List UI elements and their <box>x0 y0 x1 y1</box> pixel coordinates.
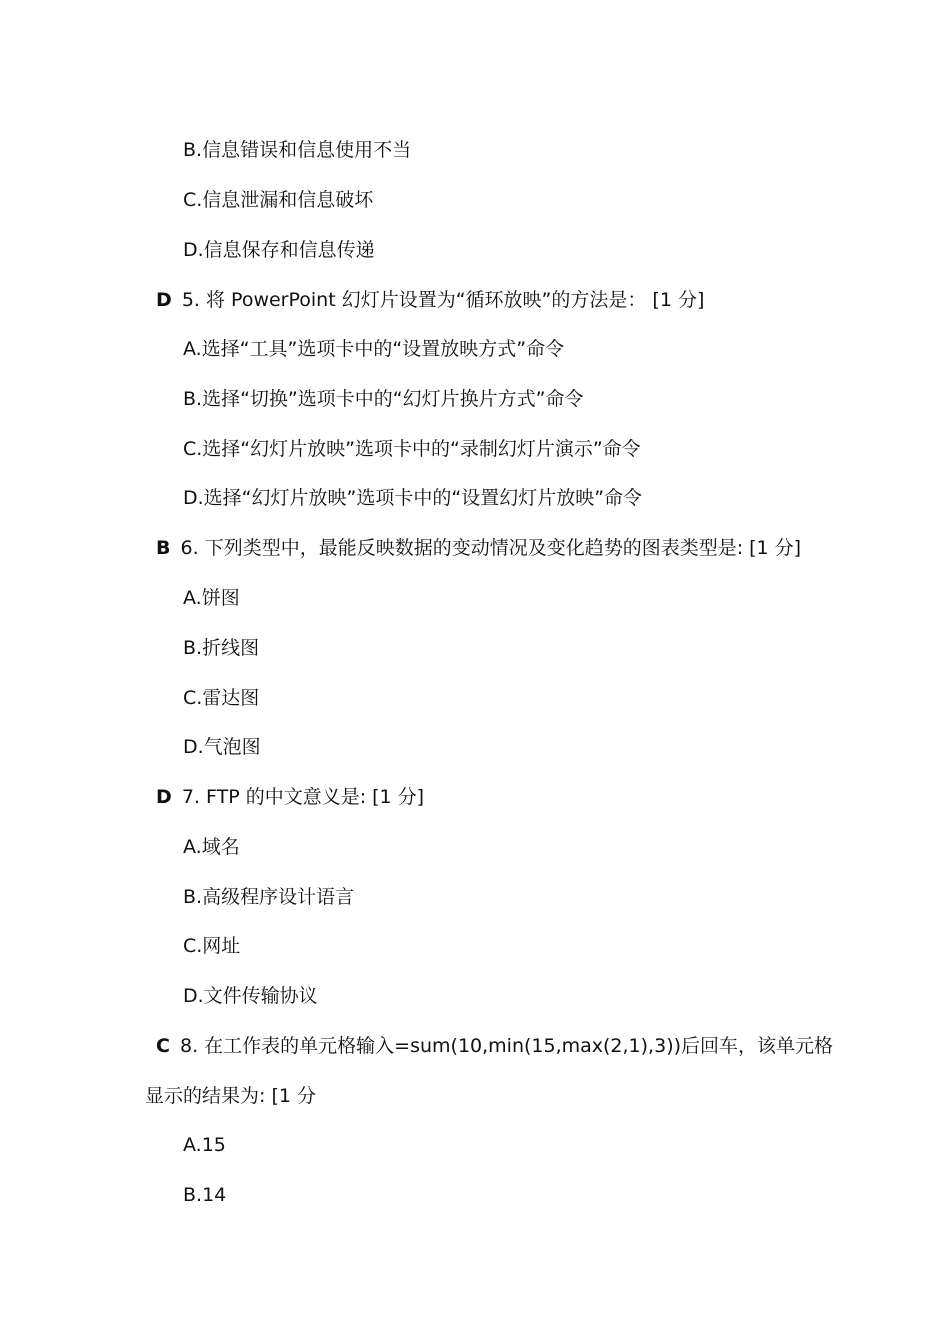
question-6 <box>156 535 801 561</box>
question-6-option-c: C.雷达图 <box>183 687 260 709</box>
question-7-text: 7. FTP 的中文意义是: [1 分] <box>181 786 425 808</box>
option-b-prev: B.信息错误和信息使用不当 <box>183 139 412 161</box>
question-7-answer: D <box>156 786 172 808</box>
question-8 <box>156 1033 833 1059</box>
question-7-option-c: C.网址 <box>183 935 241 957</box>
question-8-option-a: A.15 <box>183 1134 226 1156</box>
question-7-option-a: A.域名 <box>183 836 240 858</box>
question-5-answer: D <box>156 289 172 311</box>
question-6-option-b: B.折线图 <box>183 637 260 659</box>
question-5-text: 5. 将 PowerPoint 幻灯片设置为“循环放映”的方法是： [1 分] <box>181 289 705 311</box>
question-7-option-d: D.文件传输协议 <box>183 985 318 1007</box>
question-5 <box>156 287 704 313</box>
question-7 <box>156 784 424 810</box>
question-8-text-continued: 显示的结果为: [1 分 <box>145 1085 316 1107</box>
option-d-prev: D.信息保存和信息传递 <box>183 239 375 261</box>
question-6-option-d: D.气泡图 <box>183 736 261 758</box>
question-7-option-b: B.高级程序设计语言 <box>183 886 355 908</box>
question-6-answer: B <box>156 537 171 559</box>
option-c-prev: C.信息泄漏和信息破坏 <box>183 189 374 211</box>
question-6-text: 6. 下列类型中，最能反映数据的变动情况及变化趋势的图表类型是: [1 分] <box>180 537 802 559</box>
question-5-option-d: D.选择“幻灯片放映”选项卡中的“设置幻灯片放映”命令 <box>183 487 643 509</box>
question-5-option-c: C.选择“幻灯片放映”选项卡中的“录制幻灯片演示”命令 <box>183 438 641 460</box>
question-6-option-a: A.饼图 <box>183 587 240 609</box>
question-8-option-b: B.14 <box>183 1184 227 1206</box>
question-5-option-a: A.选择“工具”选项卡中的“设置放映方式”命令 <box>183 338 565 360</box>
question-8-answer: C <box>156 1035 170 1057</box>
question-8-text: 8. 在工作表的单元格输入=sum(10,min(15,max(2,1),3))后回车，该单元格 <box>180 1035 834 1057</box>
question-5-option-b: B.选择“切换”选项卡中的“幻灯片换片方式”命令 <box>183 388 584 410</box>
